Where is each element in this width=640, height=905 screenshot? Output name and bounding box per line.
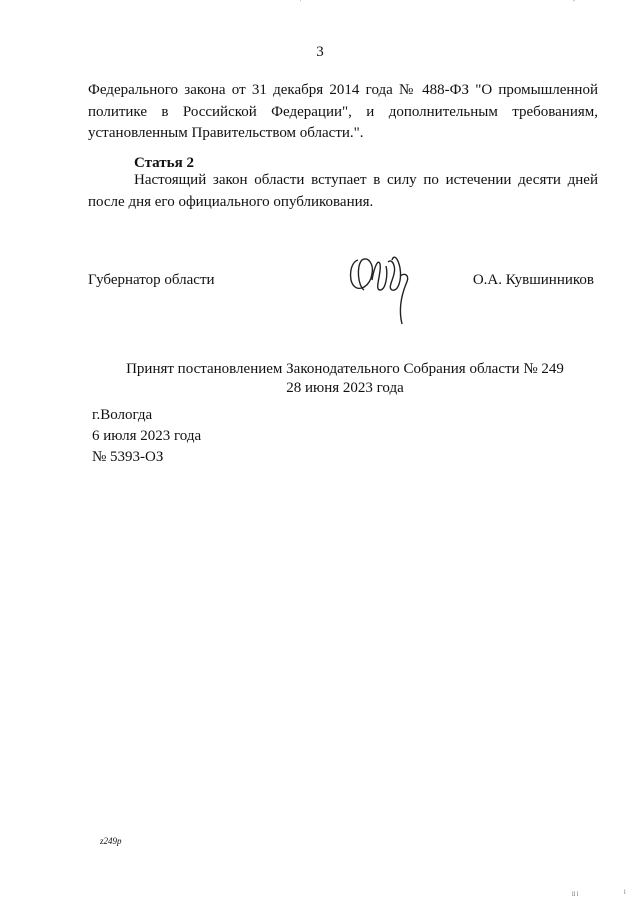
scan-mark-bottom-far: l [624,890,626,896]
place-date-number [92,405,201,468]
article-text [88,170,598,213]
signing-date: 6 июля 2023 года [92,428,202,444]
article-line: после дня его официального опубликования. [88,193,374,210]
scan-mark-top-right: '' [573,0,576,6]
scan-mark-bottom: ll l [572,892,579,898]
signatory-name: О.А. Кувшинников [472,272,594,288]
adoption-date: 28 июня 2023 года [286,380,404,396]
paragraph-line: Федерального закона от 31 декабря 2014 года № 488-ФЗ "О промышленной [88,82,598,98]
document-code: z249p [100,836,122,846]
handwritten-signature [344,246,416,326]
law-number: № 5393-ОЗ [92,449,164,465]
paragraph-line: политике в Российской Федерации", и дополнительным требованиям, [88,103,598,120]
page-number: 3 [316,44,324,60]
signatory-position: Губернатор области [88,272,215,288]
adoption-line: Принят постановлением Законодательного Собрания области № 249 [126,361,564,377]
article-line: Настоящий закон области вступает в силу по истечении десяти дней [134,172,598,188]
adoption-note [0,360,640,398]
paragraph-continuation [88,80,598,145]
city: г.Вологда [92,407,153,423]
paragraph-line: установленным Правительством области.". [88,125,364,141]
article-heading: Статья 2 [134,155,194,171]
scan-mark-top: ' [300,0,302,6]
